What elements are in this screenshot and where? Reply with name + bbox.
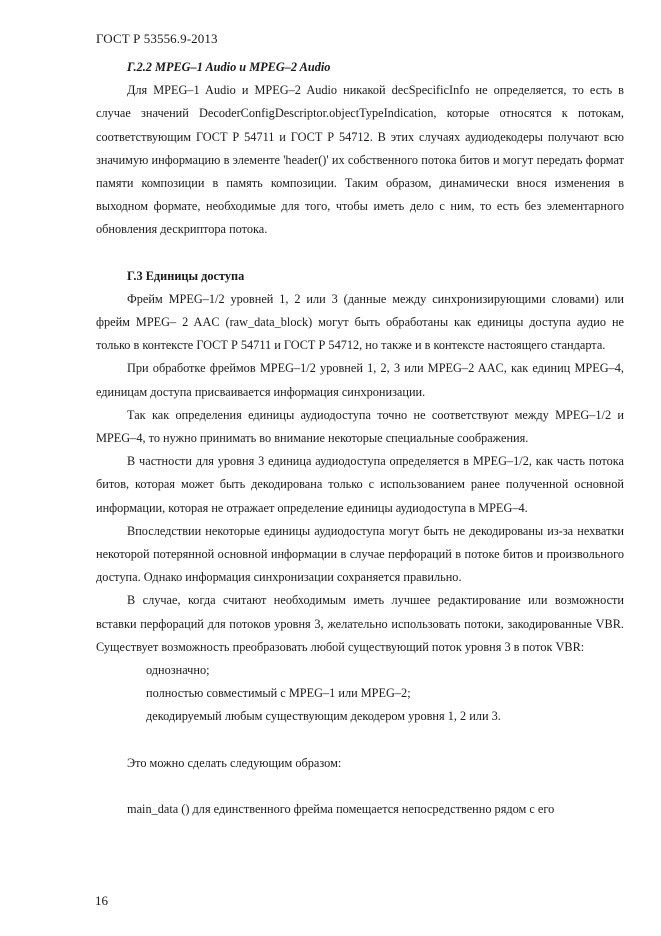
paragraph: Так как определения единицы аудиодоступа точно не соответствуют между MPEG–1/2 и MPEG–4, то нужно принимать во внимание некоторые специальные соображения. [96, 407, 624, 446]
paragraph-how: Это можно сделать следующим образом: [127, 755, 342, 770]
paragraph: При обработке фреймов MPEG–1/2 уровней 1, 2, 3 или MPEG–2 AAC, как единиц MPEG–4, единицам доступа присваивается информация синхронизации. [96, 361, 624, 399]
spacer [96, 729, 624, 752]
document-header: ГОСТ Р 53556.9-2013 [96, 31, 218, 46]
paragraph: В случае, когда считают необходимым иметь лучшее редактирование или возможности вставки перфораций для потоков уровня 3, желательно использовать потоки, закодированные VBR. Существует возможность преобразовать любой существующий поток уровня 3 в поток VBR: [96, 593, 624, 654]
list-item: полностью совместимый с MPEG–1 или MPEG–2; [146, 686, 411, 701]
paragraph: Фрейм MPEG–1/2 уровней 1, 2 или 3 (данные между синхронизирующими словами) или фрейм MPEG– 2 AAC (raw_data_block) могут быть обработаны как единицы доступа аудио не только в контексте ГОСТ Р 54711 и ГОСТ Р 54712, но также и в контексте настоящего стандарта. [96, 291, 624, 353]
list-item: декодируемый любым существующим декодером уровня 1, 2 или 3. [146, 709, 501, 724]
paragraph-g22: Для MPEG–1 Audio и MPEG–2 Audio никакой decSpecificInfo не определяется, то есть в случае значений DecoderConfigDescriptor.objectTypeIndication, которые относятся к потокам, соответствующим ГОСТ Р 54711 и ГОСТ Р 54712. В этих случаях аудиодекодеры получают всю значимую информацию в элементе 'header()' их собственного потока битов и могут передать формат памяти композиции в память композиции. Таким образом, динамически внося изменения в выходном формате, необходимые для того, чтобы иметь дело с ним, то есть без элементарного обновления дескриптора потока. [96, 83, 624, 237]
spacer [96, 775, 624, 798]
list-item: однозначно; [146, 663, 210, 678]
list [96, 659, 624, 729]
paragraph-main-data: main_data () для единственного фрейма помещается непосредственно рядом с его [127, 801, 555, 816]
page-number: 16 [95, 893, 108, 908]
spacer [96, 242, 624, 265]
paragraph: Впоследствии некоторые единицы аудиодоступа могут быть не декодированы из-за нехватки некоторой потерянной основной информации в случае перфораций в потоке битов и произвольного доступа. Однако информация синхронизации сохраняется правильно. [96, 523, 624, 585]
section-heading-g3: Г.3 Единицы доступа [127, 268, 245, 283]
paragraph: В частности для уровня 3 единица аудиодоступа определяется в MPEG–1/2, как часть потока битов, которая может быть декодирована только с использованием ранее полученной основной информации, которая не отражает определение единицы аудиодоступа в MPEG–4. [96, 454, 624, 515]
document-body [96, 56, 624, 821]
section-heading-g22: Г.2.2 MPEG–1 Audio и MPEG–2 Audio [127, 60, 331, 74]
